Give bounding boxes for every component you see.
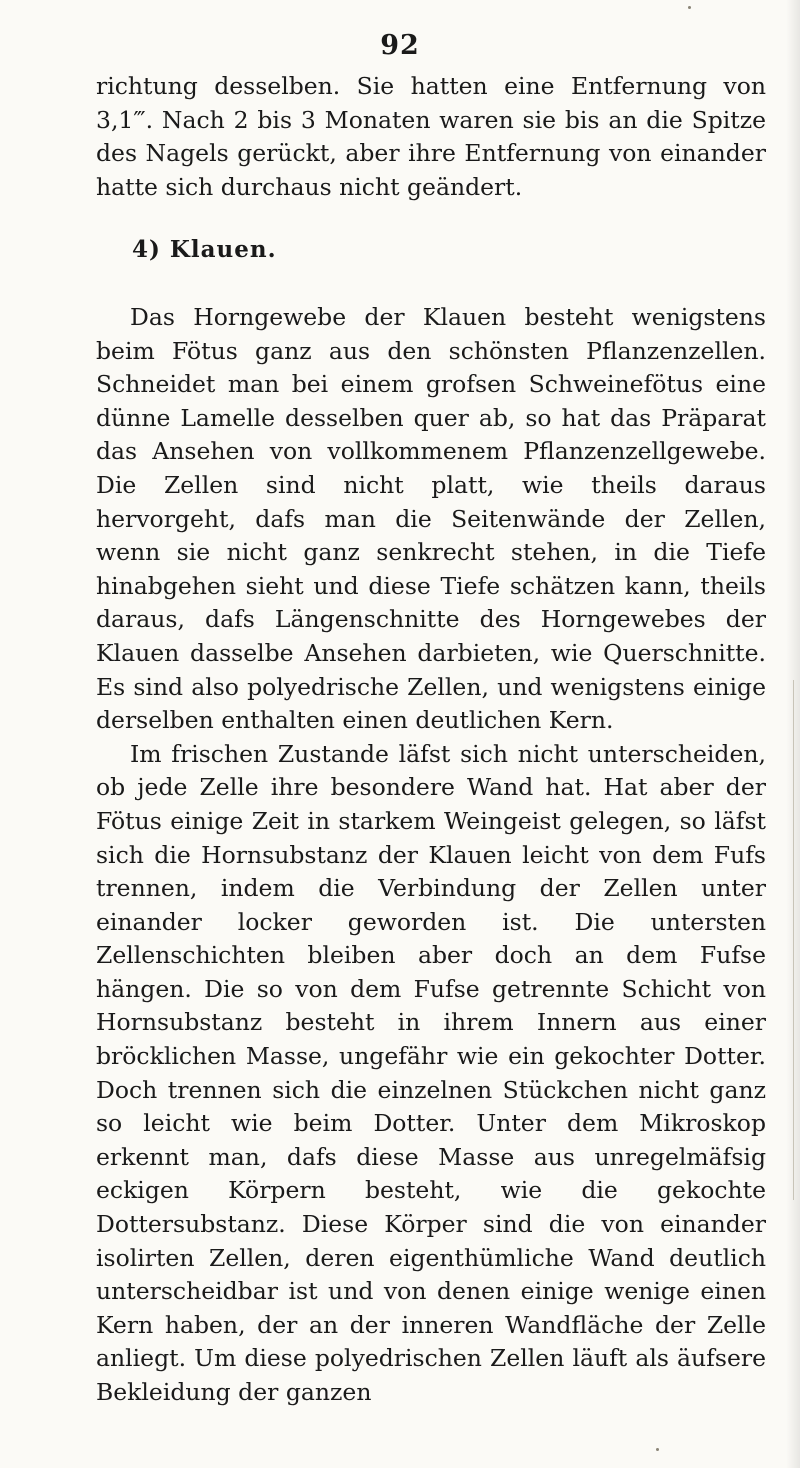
- top-paragraph: richtung desselben. Sie hatten eine Entfernung von 3,1‴. Nach 2 bis 3 Monaten waren sie bis an die Spitze des Nagels gerückt, aber ihre Entfernung von einander hatte sich durchaus nicht geändert.: [96, 72, 766, 201]
- paragraph-2: Im frischen Zustande läfst sich nicht unterscheiden, ob jede Zelle ihre besondere Wand hat. Hat aber der Fötus einige Zeit in starkem Weingeist gelegen, so läfst sich die Hornsubstanz der Klauen leicht von dem Fufs trennen, indem die Verbindung der Zellen unter einander locker geworden ist. Die untersten Zellenschichten bleiben aber doch an dem Fufse hängen. Die so von dem Fufse getrennte Schicht von Hornsubstanz besteht in ihrem Innern aus einer bröcklichen Masse, ungefähr wie ein gekochter Dotter. Doch trennen sich die einzelnen Stückchen nicht ganz so leicht wie beim Dotter. Unter dem Mikroskop erkennt man, dafs diese Masse aus unregelmäfsig eckigen Körpern besteht, wie die gekochte Dottersubstanz. Diese Körper sind die von einander isolirten Zellen, deren eigenthümliche Wand deutlich unterscheidbar ist und von denen einige wenige einen Kern haben, der an der inneren Wandfläche der Zelle anliegt. Um diese polyedrischen Zellen läuft als äufsere Bekleidung der ganzen: [96, 739, 766, 1406]
- paper-smudge: [656, 1448, 659, 1451]
- paper-smudge: [688, 6, 691, 9]
- paragraph-1: Das Horngewebe der Klauen besteht wenigstens beim Fötus ganz aus den schönsten Pflanzenzellen. Schneidet man bei einem grofsen Schweinefötus eine dünne Lamelle desselben quer ab, so hat das Präparat das Ansehen von vollkommenem Pflanzenzellgewebe. Die Zellen sind nicht platt, wie theils daraus hervorgeht, dafs man die Seitenwände der Zellen, wenn sie nicht ganz senkrecht stehen, in die Tiefe hinabgehen sieht und diese Tiefe schätzen kann, theils daraus, dafs Längenschnitte des Horngewebes der Klauen dasselbe Ansehen darbieten, wie Querschnitte. Es sind also polyedrische Zellen, und wenigstens einige derselben enthalten einen deutlichen Kern.: [96, 303, 766, 735]
- page-number: 92: [380, 30, 420, 61]
- main-text-block: [96, 301, 766, 1410]
- section-heading: 4) Klauen.: [132, 236, 277, 263]
- page-edge-line: [793, 680, 794, 1200]
- top-paragraph-block: [96, 70, 766, 204]
